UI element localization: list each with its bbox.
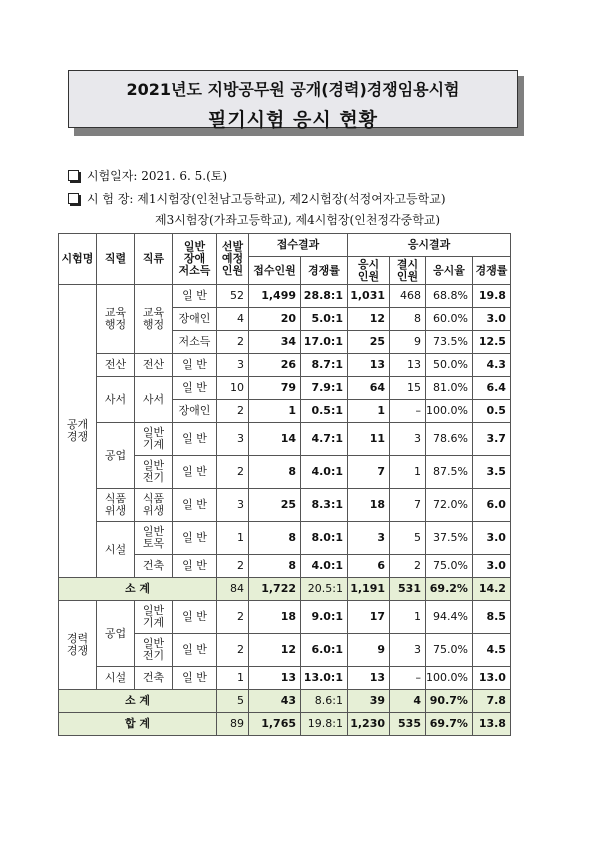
summary-row	[59, 713, 511, 736]
attend-cell: 18	[348, 489, 390, 522]
rank-cell: 공업	[97, 423, 135, 489]
kind-cell: 일반 기계	[135, 601, 173, 634]
attend-cell: 13	[348, 354, 390, 377]
exam-date	[68, 167, 227, 184]
category-cell: 일 반	[173, 456, 217, 489]
title-box	[68, 70, 518, 131]
absent-cell: 13	[390, 354, 426, 377]
attend-rate-cell: 72.0%	[426, 489, 473, 522]
planned-cell: 2	[217, 400, 249, 423]
header-rank: 직렬	[97, 234, 135, 285]
applicants-cell: 25	[249, 489, 301, 522]
planned-cell: 3	[217, 423, 249, 456]
summary-label-cell: 소 계	[59, 578, 217, 601]
attend-rate-cell: 73.5%	[426, 331, 473, 354]
attend-rate-cell: 81.0%	[426, 377, 473, 400]
attend-cell: 17	[348, 601, 390, 634]
attend-rate-cell: 78.6%	[426, 423, 473, 456]
applicants-cell: 79	[249, 377, 301, 400]
exam-ratio-cell: 3.5	[472, 456, 510, 489]
attend-rate-cell: 60.0%	[426, 308, 473, 331]
attend-rate-cell: 75.0%	[426, 634, 473, 667]
apply-ratio-cell: 20.5:1	[301, 578, 348, 601]
header-exam-ratio: 경쟁률	[472, 257, 510, 285]
planned-cell: 1	[217, 522, 249, 555]
category-cell: 일 반	[173, 489, 217, 522]
category-cell: 일 반	[173, 601, 217, 634]
attend-cell: 1,191	[348, 578, 390, 601]
exam-ratio-cell: 8.5	[472, 601, 510, 634]
apply-ratio-cell: 17.0:1	[301, 331, 348, 354]
absent-cell: 535	[390, 713, 426, 736]
table-row	[59, 377, 511, 400]
absent-cell: 3	[390, 634, 426, 667]
applicants-cell: 1,722	[249, 578, 301, 601]
attend-rate-cell: 94.4%	[426, 601, 473, 634]
apply-ratio-cell: 4.0:1	[301, 555, 348, 578]
apply-ratio-cell: 7.9:1	[301, 377, 348, 400]
applicants-cell: 20	[249, 308, 301, 331]
attend-cell: 3	[348, 522, 390, 555]
applicants-cell: 26	[249, 354, 301, 377]
planned-cell: 2	[217, 331, 249, 354]
attend-cell: 25	[348, 331, 390, 354]
applicants-cell: 1,765	[249, 713, 301, 736]
apply-ratio-cell: 28.8:1	[301, 285, 348, 308]
absent-cell: 4	[390, 690, 426, 713]
planned-cell: 4	[217, 308, 249, 331]
attend-rate-cell: 100.0%	[426, 667, 473, 690]
category-cell: 일 반	[173, 354, 217, 377]
header-exam-group: 응시결과	[348, 234, 511, 257]
exam-ratio-cell: 0.5	[472, 400, 510, 423]
absent-cell: 2	[390, 555, 426, 578]
category-cell: 일 반	[173, 555, 217, 578]
header-category: 일반 장애 저소득	[173, 234, 217, 285]
applicants-cell: 34	[249, 331, 301, 354]
kind-cell: 일반 기계	[135, 423, 173, 456]
checkbox-icon	[68, 193, 79, 204]
title-line1: 2021년도 지방공무원 공개(경력)경쟁임용시험	[126, 80, 460, 99]
exam-ratio-cell: 13.0	[472, 667, 510, 690]
exam-ratio-cell: 4.3	[472, 354, 510, 377]
attend-rate-cell: 68.8%	[426, 285, 473, 308]
category-cell: 장애인	[173, 400, 217, 423]
absent-cell: 1	[390, 601, 426, 634]
attend-cell: 1,031	[348, 285, 390, 308]
attend-rate-cell: 69.7%	[426, 713, 473, 736]
title-line2: 필기시험 응시 현황	[207, 109, 379, 131]
absent-cell: –	[390, 667, 426, 690]
kind-cell: 일반 토목	[135, 522, 173, 555]
table-row	[59, 423, 511, 456]
apply-ratio-cell: 4.7:1	[301, 423, 348, 456]
kind-cell: 건축	[135, 555, 173, 578]
applicants-cell: 43	[249, 690, 301, 713]
apply-ratio-cell: 8.3:1	[301, 489, 348, 522]
rank-cell: 시설	[97, 522, 135, 578]
attend-rate-cell: 75.0%	[426, 555, 473, 578]
attend-cell: 7	[348, 456, 390, 489]
apply-ratio-cell: 8.0:1	[301, 522, 348, 555]
absent-cell: 5	[390, 522, 426, 555]
applicants-cell: 12	[249, 634, 301, 667]
checkbox-icon	[68, 170, 79, 181]
summary-label-cell: 소 계	[59, 690, 217, 713]
kind-cell: 일반 전기	[135, 634, 173, 667]
applicants-cell: 1	[249, 400, 301, 423]
absent-cell: 468	[390, 285, 426, 308]
results-table	[58, 233, 511, 736]
applicants-cell: 8	[249, 555, 301, 578]
rank-cell: 사서	[97, 377, 135, 423]
rank-cell: 공업	[97, 601, 135, 667]
table-row	[59, 354, 511, 377]
kind-cell: 일반 전기	[135, 456, 173, 489]
applicants-cell: 8	[249, 522, 301, 555]
absent-cell: –	[390, 400, 426, 423]
header-planned: 선발 예정 인원	[217, 234, 249, 285]
summary-row	[59, 690, 511, 713]
attend-cell: 1,230	[348, 713, 390, 736]
planned-cell: 5	[217, 690, 249, 713]
category-cell: 일 반	[173, 522, 217, 555]
kind-cell: 전산	[135, 354, 173, 377]
absent-cell: 7	[390, 489, 426, 522]
attend-rate-cell: 50.0%	[426, 354, 473, 377]
category-cell: 일 반	[173, 667, 217, 690]
exam-ratio-cell: 3.0	[472, 555, 510, 578]
rank-cell: 시설	[97, 667, 135, 690]
attend-rate-cell: 37.5%	[426, 522, 473, 555]
exam-ratio-cell: 19.8	[472, 285, 510, 308]
header-apply-ratio: 경쟁률	[301, 257, 348, 285]
applicants-cell: 13	[249, 667, 301, 690]
absent-cell: 15	[390, 377, 426, 400]
exam-venue-line2: 제3시험장(가좌고등학교), 제4시험장(인천정각중학교)	[155, 213, 441, 227]
absent-cell: 9	[390, 331, 426, 354]
rank-cell: 식품 위생	[97, 489, 135, 522]
absent-cell: 8	[390, 308, 426, 331]
table-row	[59, 667, 511, 690]
header-exam: 시험명	[59, 234, 97, 285]
attend-cell: 9	[348, 634, 390, 667]
attend-rate-cell: 69.2%	[426, 578, 473, 601]
planned-cell: 1	[217, 667, 249, 690]
category-cell: 일 반	[173, 423, 217, 456]
attend-rate-cell: 100.0%	[426, 400, 473, 423]
group-public-cell: 공개 경쟁	[59, 285, 97, 578]
exam-ratio-cell: 3.0	[472, 522, 510, 555]
absent-cell: 1	[390, 456, 426, 489]
apply-ratio-cell: 0.5:1	[301, 400, 348, 423]
planned-cell: 3	[217, 489, 249, 522]
exam-ratio-cell: 7.8	[472, 690, 510, 713]
planned-cell: 52	[217, 285, 249, 308]
kind-cell: 건축	[135, 667, 173, 690]
rank-cell: 교육 행정	[97, 285, 135, 354]
category-cell: 일 반	[173, 634, 217, 667]
rank-cell: 전산	[97, 354, 135, 377]
exam-ratio-cell: 14.2	[472, 578, 510, 601]
planned-cell: 2	[217, 601, 249, 634]
exam-ratio-cell: 6.0	[472, 489, 510, 522]
planned-cell: 3	[217, 354, 249, 377]
summary-label-cell: 합 계	[59, 713, 217, 736]
exam-ratio-cell: 3.0	[472, 308, 510, 331]
apply-ratio-cell: 5.0:1	[301, 308, 348, 331]
header-kind: 직류	[135, 234, 173, 285]
header-absent: 결시 인원	[390, 257, 426, 285]
planned-cell: 10	[217, 377, 249, 400]
apply-ratio-cell: 19.8:1	[301, 713, 348, 736]
applicants-cell: 18	[249, 601, 301, 634]
apply-ratio-cell: 9.0:1	[301, 601, 348, 634]
attend-cell: 1	[348, 400, 390, 423]
category-cell: 일 반	[173, 285, 217, 308]
exam-ratio-cell: 6.4	[472, 377, 510, 400]
apply-ratio-cell: 4.0:1	[301, 456, 348, 489]
exam-date-text: 시험일자: 2021. 6. 5.(토)	[87, 169, 228, 183]
attend-rate-cell: 90.7%	[426, 690, 473, 713]
apply-ratio-cell: 6.0:1	[301, 634, 348, 667]
applicants-cell: 1,499	[249, 285, 301, 308]
apply-ratio-cell: 8.6:1	[301, 690, 348, 713]
attend-rate-cell: 87.5%	[426, 456, 473, 489]
planned-cell: 89	[217, 713, 249, 736]
table-row	[59, 601, 511, 634]
exam-venue	[68, 190, 446, 207]
planned-cell: 2	[217, 634, 249, 667]
planned-cell: 2	[217, 555, 249, 578]
kind-cell: 교육 행정	[135, 285, 173, 354]
absent-cell: 3	[390, 423, 426, 456]
exam-ratio-cell: 13.8	[472, 713, 510, 736]
exam-ratio-cell: 12.5	[472, 331, 510, 354]
header-applicants: 접수인원	[249, 257, 301, 285]
attend-cell: 6	[348, 555, 390, 578]
attend-cell: 13	[348, 667, 390, 690]
attend-cell: 11	[348, 423, 390, 456]
table-row	[59, 285, 511, 308]
category-cell: 장애인	[173, 308, 217, 331]
exam-ratio-cell: 3.7	[472, 423, 510, 456]
apply-ratio-cell: 8.7:1	[301, 354, 348, 377]
table-row	[59, 489, 511, 522]
summary-row	[59, 578, 511, 601]
attend-cell: 39	[348, 690, 390, 713]
planned-cell: 84	[217, 578, 249, 601]
absent-cell: 531	[390, 578, 426, 601]
header-attend: 응시 인원	[348, 257, 390, 285]
applicants-cell: 8	[249, 456, 301, 489]
attend-cell: 64	[348, 377, 390, 400]
table-row	[59, 522, 511, 555]
category-cell: 저소득	[173, 331, 217, 354]
planned-cell: 2	[217, 456, 249, 489]
header-attend-rate: 응시율	[426, 257, 473, 285]
applicants-cell: 14	[249, 423, 301, 456]
kind-cell: 사서	[135, 377, 173, 423]
category-cell: 일 반	[173, 377, 217, 400]
apply-ratio-cell: 13.0:1	[301, 667, 348, 690]
kind-cell: 식품 위생	[135, 489, 173, 522]
exam-venue-text: 시 험 장: 제1시험장(인천남고등학교), 제2시험장(석정여자고등학교)	[87, 192, 446, 206]
header-apply-group: 접수결과	[249, 234, 348, 257]
attend-cell: 12	[348, 308, 390, 331]
group-career-cell: 경력 경쟁	[59, 601, 97, 690]
exam-ratio-cell: 4.5	[472, 634, 510, 667]
